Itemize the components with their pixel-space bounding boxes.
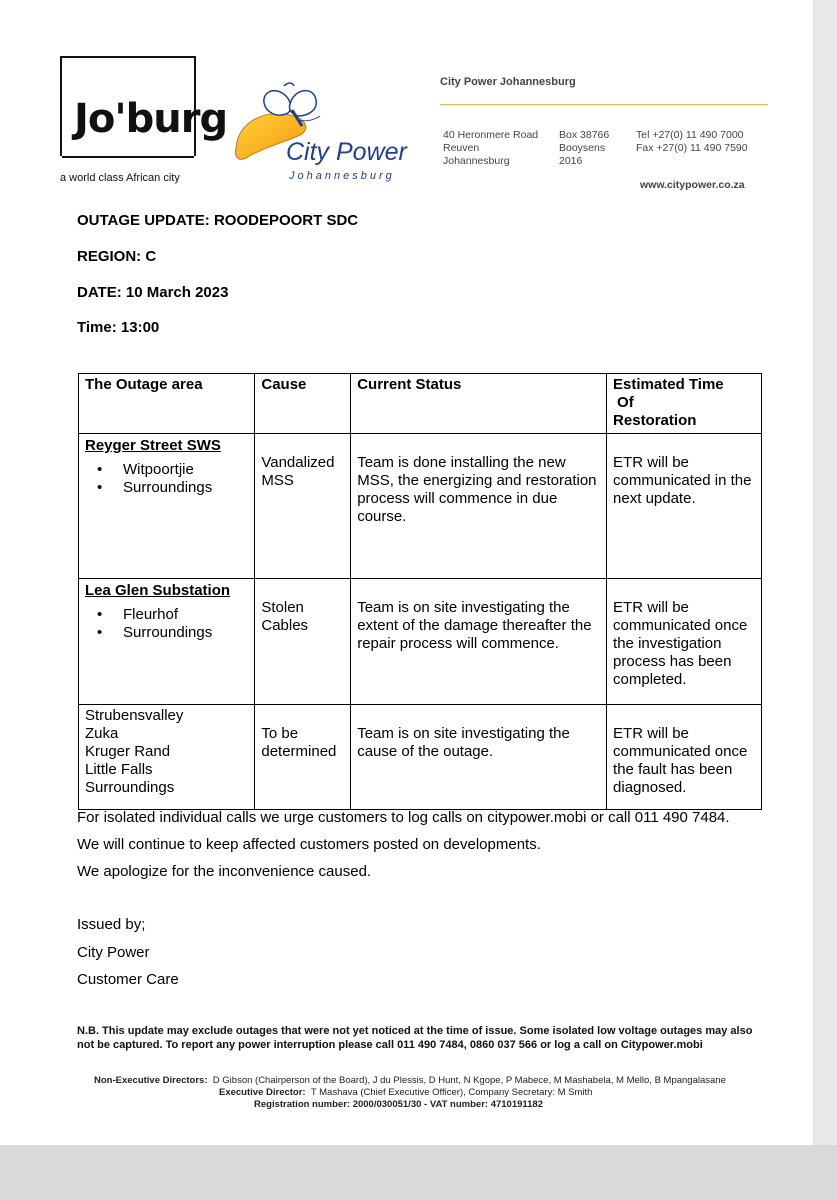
etr-line: ETR will be [613, 725, 689, 742]
status-line: extent of the damage thereafter the [357, 617, 592, 634]
affected-areas-list [85, 461, 248, 497]
list-item: • Witpoortjie [85, 461, 248, 479]
header-etr-line: Restoration [613, 412, 697, 429]
joburg-tagline: a world class African city [60, 172, 180, 184]
header-outage-area: The Outage area [79, 374, 255, 434]
etr-line: ETR will be [613, 454, 689, 471]
city-power-logo-name: City Power [286, 138, 407, 166]
etr-line: ETR will be [613, 599, 689, 616]
cause-line: determined [261, 743, 337, 760]
issued-by-label: Issued by; [77, 916, 146, 933]
executive-director [94, 1087, 794, 1099]
street-address [443, 129, 538, 168]
table-row [79, 434, 762, 579]
area-name: Reyger Street SWS [85, 437, 221, 454]
header-etr-line: Estimated Time [613, 376, 724, 393]
cause-cell [255, 705, 351, 810]
telephone: Tel +27(0) 11 490 7000 [636, 129, 744, 141]
status-line: repair process will commence. [357, 635, 559, 652]
calls-note: For isolated individual calls we urge customers to log calls on citypower.mobi or call 011 490 7484. [77, 809, 730, 826]
outage-area-cell [79, 434, 255, 579]
cause-cell [255, 434, 351, 579]
exec-names: T Mashava (Chief Executive Officer), Company Secretary: M Smith [310, 1087, 593, 1098]
header-estimated-time [607, 374, 762, 434]
etr-line: communicated once [613, 743, 748, 760]
exec-label: Executive Director: [219, 1087, 306, 1098]
directors-footer [94, 1075, 794, 1111]
registration-info: Registration number: 2000/030051/30 - VAT number: 4710191182 [254, 1099, 544, 1110]
status-line: Team is on site investigating the [357, 725, 570, 742]
posted-note: We will continue to keep affected customers posted on developments. [77, 836, 541, 853]
header-etr-line: Of [617, 394, 634, 411]
outage-table [78, 373, 762, 810]
issuer-department: Customer Care [77, 971, 179, 988]
address-line: Box 38766 [559, 129, 610, 141]
non-exec-names: D Gibson (Chairperson of the Board), J du Plessis, D Hunt, N Kgope, P Mabece, M Mashabela, M Mello, B Mpangalasane [212, 1075, 726, 1086]
area-name: Lea Glen Substation [85, 582, 231, 599]
status-cell [351, 579, 607, 705]
area-line: Little Falls [85, 761, 153, 778]
cause-line: Cables [261, 617, 309, 634]
header-divider [440, 104, 768, 105]
cause-line: To be [261, 725, 299, 742]
header-cause: Cause [255, 374, 351, 434]
list-item: • Surroundings [85, 624, 248, 642]
outage-title: OUTAGE UPDATE: ROODEPOORT SDC [77, 212, 359, 229]
address-line: Reuven [443, 142, 480, 154]
etr-line: process has been [613, 653, 732, 670]
etr-cell [607, 434, 762, 579]
page-edge-shadow [813, 0, 837, 1145]
issuer-organisation: City Power [77, 944, 150, 961]
etr-line: completed. [613, 671, 687, 688]
list-item: • Fleurhof [85, 606, 248, 624]
etr-line: the investigation [613, 635, 722, 652]
address-line: 40 Heronmere Road [443, 129, 539, 141]
joburg-logo-text: Jo'burg [74, 96, 228, 142]
address-line: 2016 [559, 155, 583, 167]
cause-line: MSS [261, 472, 294, 489]
status-line: Team is done installing the new [357, 454, 566, 471]
company-name: City Power Johannesburg [440, 76, 576, 88]
cause-line: Stolen [261, 599, 304, 616]
etr-line: next update. [613, 490, 696, 507]
time-label: Time: 13:00 [77, 319, 160, 336]
cause-cell [255, 579, 351, 705]
address-line: Booysens [559, 142, 606, 154]
list-item: • Surroundings [85, 479, 248, 497]
status-line: process will commence in due [357, 490, 558, 507]
table-row [79, 579, 762, 705]
header-current-status: Current Status [351, 374, 607, 434]
status-line: course. [357, 508, 407, 525]
etr-line: communicated in the [613, 472, 752, 489]
outage-area-cell [79, 579, 255, 705]
status-line: Team is on site investigating the [357, 599, 570, 616]
status-cell [351, 705, 607, 810]
etr-cell [607, 579, 762, 705]
etr-cell [607, 705, 762, 810]
area-line: Strubensvalley [85, 707, 184, 724]
area-line: Surroundings [85, 779, 175, 796]
city-power-logo-city: Johannesburg [289, 170, 395, 182]
table-row [79, 705, 762, 810]
date-label: DATE: 10 March 2023 [77, 284, 229, 301]
etr-line: diagnosed. [613, 779, 687, 796]
fax: Fax +27(0) 11 490 7590 [636, 142, 748, 154]
background-band [0, 1145, 837, 1200]
affected-areas-list [85, 606, 248, 642]
nb-disclaimer: N.B. This update may exclude outages that were not yet noticed at the time of issue. Some isolated low voltage outages may also not be captured. To report any power interruption please call 011 490 7484, 0860 037 566 or log a call on Citypower.mobi [77, 1025, 753, 1051]
outage-area-cell [79, 705, 255, 810]
etr-line: the fault has been [613, 761, 733, 778]
postal-address [559, 129, 609, 168]
etr-line: communicated once [613, 617, 748, 634]
area-line: Kruger Rand [85, 743, 171, 760]
area-line: Zuka [85, 725, 119, 742]
address-line: Johannesburg [443, 155, 510, 167]
table-header-row [79, 374, 762, 434]
cause-line: Vandalized [261, 454, 335, 471]
website-link[interactable]: www.citypower.co.za [640, 179, 745, 191]
non-exec-label: Non-Executive Directors: [94, 1075, 208, 1086]
non-executive-directors [94, 1075, 794, 1087]
status-line: MSS, the energizing and restoration [357, 472, 597, 489]
status-cell [351, 434, 607, 579]
apology-note: We apologize for the inconvenience caused. [77, 863, 372, 880]
region-label: REGION: C [77, 248, 157, 265]
status-line: cause of the outage. [357, 743, 494, 760]
contact-numbers [636, 129, 748, 155]
